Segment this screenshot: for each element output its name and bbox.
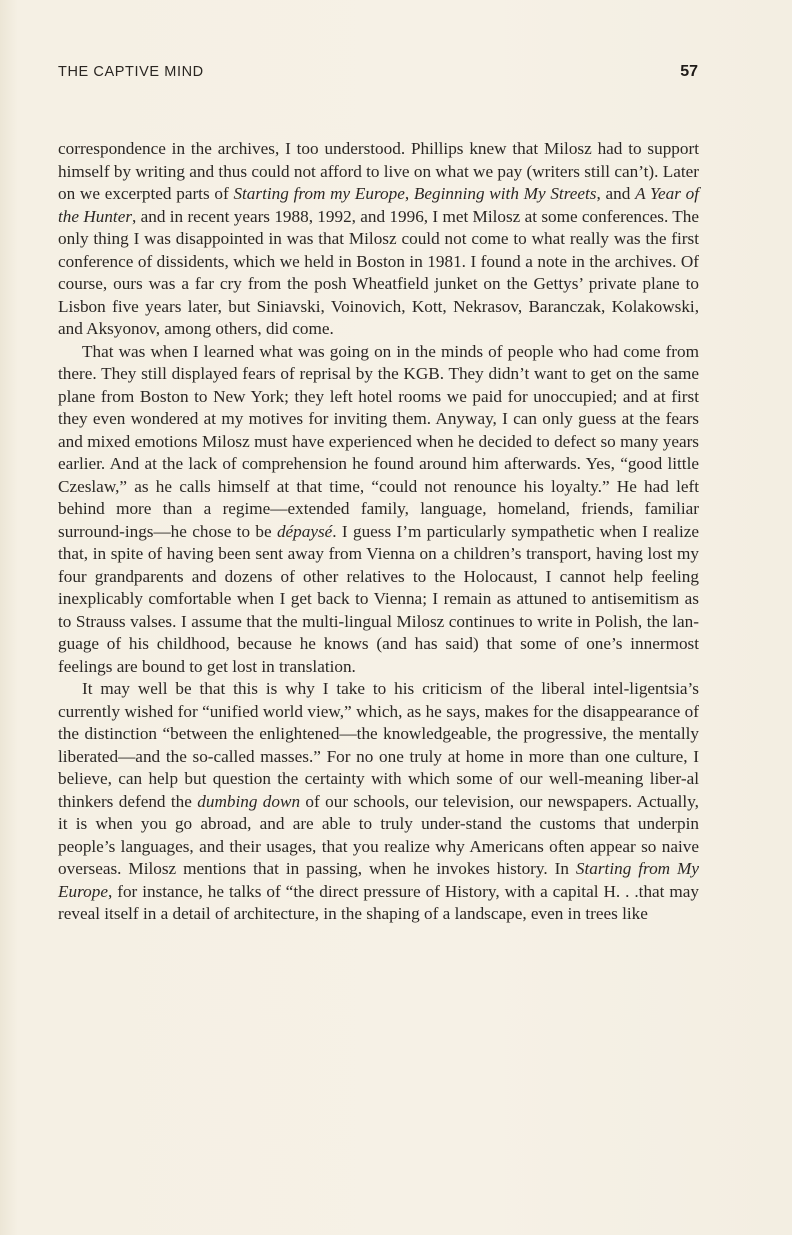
- page-header: [58, 64, 698, 86]
- italic-title: dépaysé: [276, 521, 333, 541]
- paragraph: [58, 341, 699, 679]
- text-run: It may well be that this is why I take to his criticism of the liberal intel-ligentsia’s currently wished for “unified world view,” which, as he says, makes for the disappearance of the distinction “between the enlightened—the knowledgeable, the progressive, the mentally liberated—and the so-called masses.” For no one truly at home in more than one culture, I believe, can help but question the certainty with which some of our well-meaning liber-al thinkers defend the: [58, 679, 699, 811]
- text-run: correspondence in the archives, I too understood. Phillips knew that Milosz had to support himself by writing and thus could not afford to live on what we pay (writers still can’t). Later on we excerpted parts of: [58, 139, 699, 203]
- body-text: [58, 138, 699, 926]
- italic-title: Beginning with My Streets: [413, 184, 597, 203]
- paragraph: [58, 678, 699, 926]
- text-run: That was when I learned what was going on in the minds of people who had come from there. They still displayed fears of reprisal by the KGB. They didn’t want to get on the same plane from Boston to New York; they left hotel rooms we paid for unoccupied; and at first they even wondered at my motives for inviting them. Anyway, I can only guess at the fears and mixed emotions Milosz must have experienced when he decided to defect so many years earlier. And at the lack of comprehension he found around him afterwards. Yes, “good little Czeslaw,” as he calls himself at that time, “could not renounce his loyalty.” He had left behind more than a regime—extended family, language, homeland, friends, familiar surround-ings—he chose to be: [58, 341, 699, 541]
- running-head: THE CAPTIVE MIND: [58, 64, 204, 80]
- italic-title: Starting from My Europe: [58, 859, 699, 901]
- text-run: of our schools, our television, our newspapers. Actually, it is when you go abroad, and are able to truly under-stand the customs that underpin people’s languages, and their usages, that you realize why Americans often appear so naive overseas. Milosz mentions that in passing, when he invokes history. In: [58, 791, 699, 878]
- page-number: 57: [680, 63, 698, 80]
- text-run: , and in recent years 1988, 1992, and 1996, I met Milosz at some conferences. The only thing I was disappointed in was that Milosz could not come to what really was the first conference of dissidents, which we held in Boston in 1981. I found a note in the archives. Of course, ours was a far cry from the posh Wheatfield junket on the Gettys’ private plane to Lisbon five years later, but Siniavski, Voinovich, Kott, Nekrasov, Baranczak, Kolakowski, and Aksyonov, among others, did come.: [58, 206, 699, 338]
- text-run: . I guess I’m particularly sympathetic when I realize that, in spite of having been sent away from Vienna on a children’s transport, having lost my four grandparents and dozens of other relatives to the Holocaust, I cannot help feeling inexplicably comfortable when I get back to Vienna; I remain as attuned to antisemitism as to Strauss valses. I assume that the multi-lingual Milosz continues to write in Polish, the lan-guage of his childhood, because he knows (and has said) that some of one’s innermost feelings are bound to get lost in translation.: [58, 521, 699, 676]
- italic-title: Starting from my Europe: [233, 184, 405, 203]
- italic-title: A Year of the Hunter: [58, 184, 699, 226]
- text-run: ,: [404, 184, 414, 203]
- text-run: , for instance, he talks of “the direct pressure of History, with a capital H. . .that may reveal itself in a detail of architecture, in the shaping of a landscape, even in trees like: [58, 881, 699, 923]
- italic-title: dumbing down: [197, 791, 301, 811]
- paragraph: [58, 138, 699, 341]
- text-run: , and: [596, 184, 636, 203]
